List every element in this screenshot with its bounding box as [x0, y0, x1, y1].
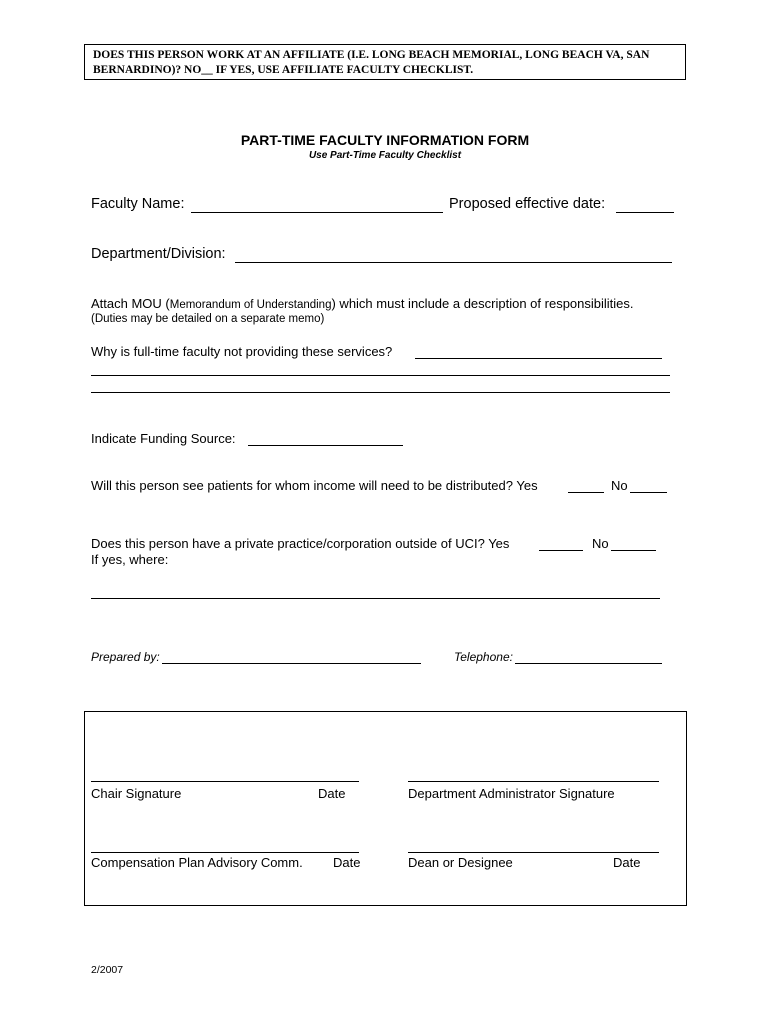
prepared-by-label: Prepared by: — [91, 650, 160, 664]
private-practice-question: Does this person have a private practice/corporation outside of UCI? Yes — [91, 536, 510, 551]
affiliate-notice-text: DOES THIS PERSON WORK AT AN AFFILIATE (I.E. LONG BEACH MEMORIAL, LONG BEACH VA, SAN BERNARDINO)? NO__ IF YES, USE AFFILIATE FACULTY CHECKLIST. — [93, 49, 650, 76]
patients-yes-field[interactable] — [568, 492, 604, 493]
comp-plan-date-label: Date — [333, 855, 361, 870]
comp-plan-signature-line[interactable] — [91, 852, 359, 853]
comp-plan-signature-label: Compensation Plan Advisory Comm. — [91, 855, 303, 870]
form-title: PART-TIME FACULTY INFORMATION FORM — [240, 132, 530, 148]
dean-signature-label: Dean or Designee — [408, 855, 513, 870]
chair-signature-line[interactable] — [91, 781, 359, 782]
if-yes-where-label: If yes, where: — [91, 552, 169, 567]
prepared-by-field[interactable] — [162, 663, 421, 664]
funding-source-label: Indicate Funding Source: — [91, 431, 236, 446]
mou-note: (Duties may be detailed on a separate memo) — [91, 313, 325, 325]
dept-admin-signature-line[interactable] — [408, 781, 659, 782]
fulltime-answer-line-1[interactable] — [415, 358, 662, 359]
funding-source-field[interactable] — [248, 445, 403, 446]
affiliate-notice-box — [84, 44, 686, 80]
if-yes-where-field[interactable] — [91, 598, 660, 599]
mou-instruction: Attach MOU (Memorandum of Understanding) which must include a description of responsibilities. — [91, 296, 634, 311]
effective-date-field[interactable] — [616, 212, 674, 213]
chair-signature-label: Chair Signature — [91, 786, 182, 801]
effective-date-label: Proposed effective date: — [449, 196, 606, 212]
telephone-label: Telephone: — [454, 650, 513, 664]
signature-box — [84, 711, 687, 906]
patients-no-label: No — [611, 478, 628, 493]
dean-signature-line[interactable] — [408, 852, 659, 853]
department-label: Department/Division: — [91, 246, 226, 262]
chair-date-label: Date — [318, 786, 346, 801]
fulltime-answer-line-2[interactable] — [91, 375, 670, 376]
form-version: 2/2007 — [91, 964, 124, 976]
private-practice-no-label: No — [592, 536, 609, 551]
patients-no-field[interactable] — [630, 492, 667, 493]
department-field[interactable] — [235, 262, 672, 263]
fulltime-answer-line-3[interactable] — [91, 392, 670, 393]
dean-date-label: Date — [613, 855, 641, 870]
patients-question: Will this person see patients for whom income will need to be distributed? Yes — [91, 478, 538, 493]
form-subtitle: Use Part-Time Faculty Checklist — [308, 150, 462, 161]
telephone-field[interactable] — [515, 663, 662, 664]
private-practice-yes-field[interactable] — [539, 550, 583, 551]
dept-admin-signature-label: Department Administrator Signature — [408, 786, 615, 801]
fulltime-question: Why is full-time faculty not providing these services? — [91, 344, 393, 359]
faculty-name-field[interactable] — [191, 212, 443, 213]
faculty-name-label: Faculty Name: — [91, 196, 185, 212]
private-practice-no-field[interactable] — [611, 550, 656, 551]
